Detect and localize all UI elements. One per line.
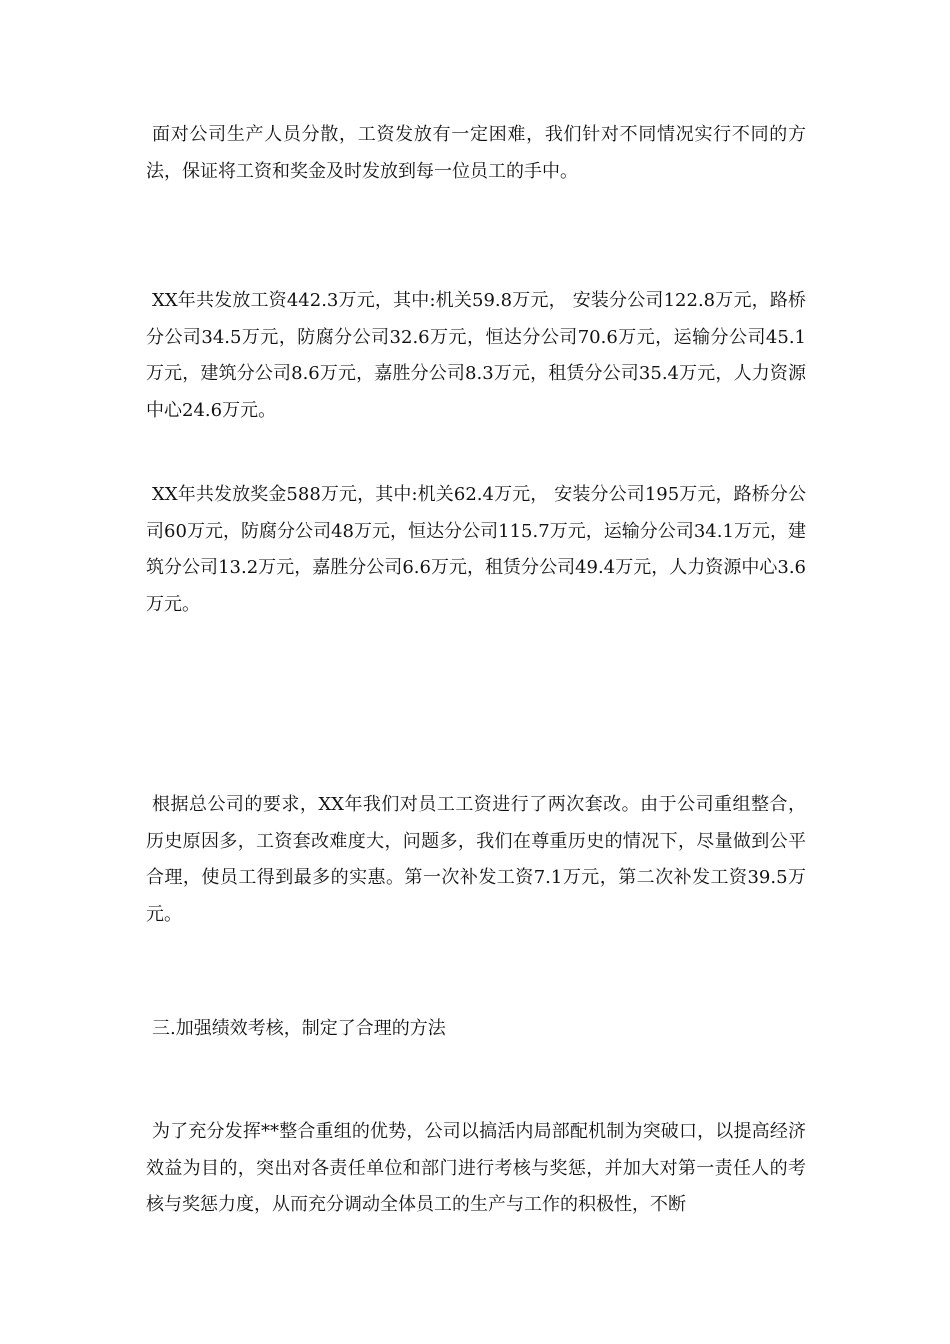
paragraph-wage-reform: 根据总公司的要求，XX年我们对员工工资进行了两次套改。由于公司重组整合， 历史原因多，工资套改难度大，问题多，我们在尊重历史的情况下，尽量做到公平合理，使员工得到最多的实惠。第一次补发工资7.1万元，第二次补发工资39.5万元。: [146, 794, 806, 925]
paragraph-wages-paid: XX年共发放工资442.3万元，其中:机关59.8万元， 安装分公司122.8万元，路桥分公司34.5万元，防腐分公司32.6万元，恒达分公司70.6万元，运输分公司45.1万元，建筑分公司8.6万元，嘉胜分公司8.3万元，租赁分公司35.4万元，人力资源中心24.6万元。: [146, 290, 806, 421]
section-heading: 三.加强绩效考核，制定了合理的方法: [152, 1018, 446, 1039]
paragraph-performance-assessment: 为了充分发挥**整合重组的优势，公司以搞活内局部配机制为突破口，以提高经济效益为目的，突出对各责任单位和部门进行考核与奖惩，并加大对第一责任人的考核与奖惩力度，从而充分调动全体员工的生产与工作的积极性，不断: [146, 1121, 806, 1215]
paragraph-wage-distribution-intro: 面对公司生产人员分散，工资发放有一定困难，我们针对不同情况实行不同的方法，保证将工资和奖金及时发放到每一位员工的手中。: [146, 124, 806, 182]
paragraph-bonuses-paid: XX年共发放奖金588万元，其中:机关62.4万元， 安装分公司195万元，路桥分公司60万元，防腐分公司48万元，恒达分公司115.7万元，运输分公司34.1万元，建筑分公司13.2万元，嘉胜分公司6.6万元，租赁分公司49.4万元，人力资源中心3.6万元。: [146, 484, 806, 615]
